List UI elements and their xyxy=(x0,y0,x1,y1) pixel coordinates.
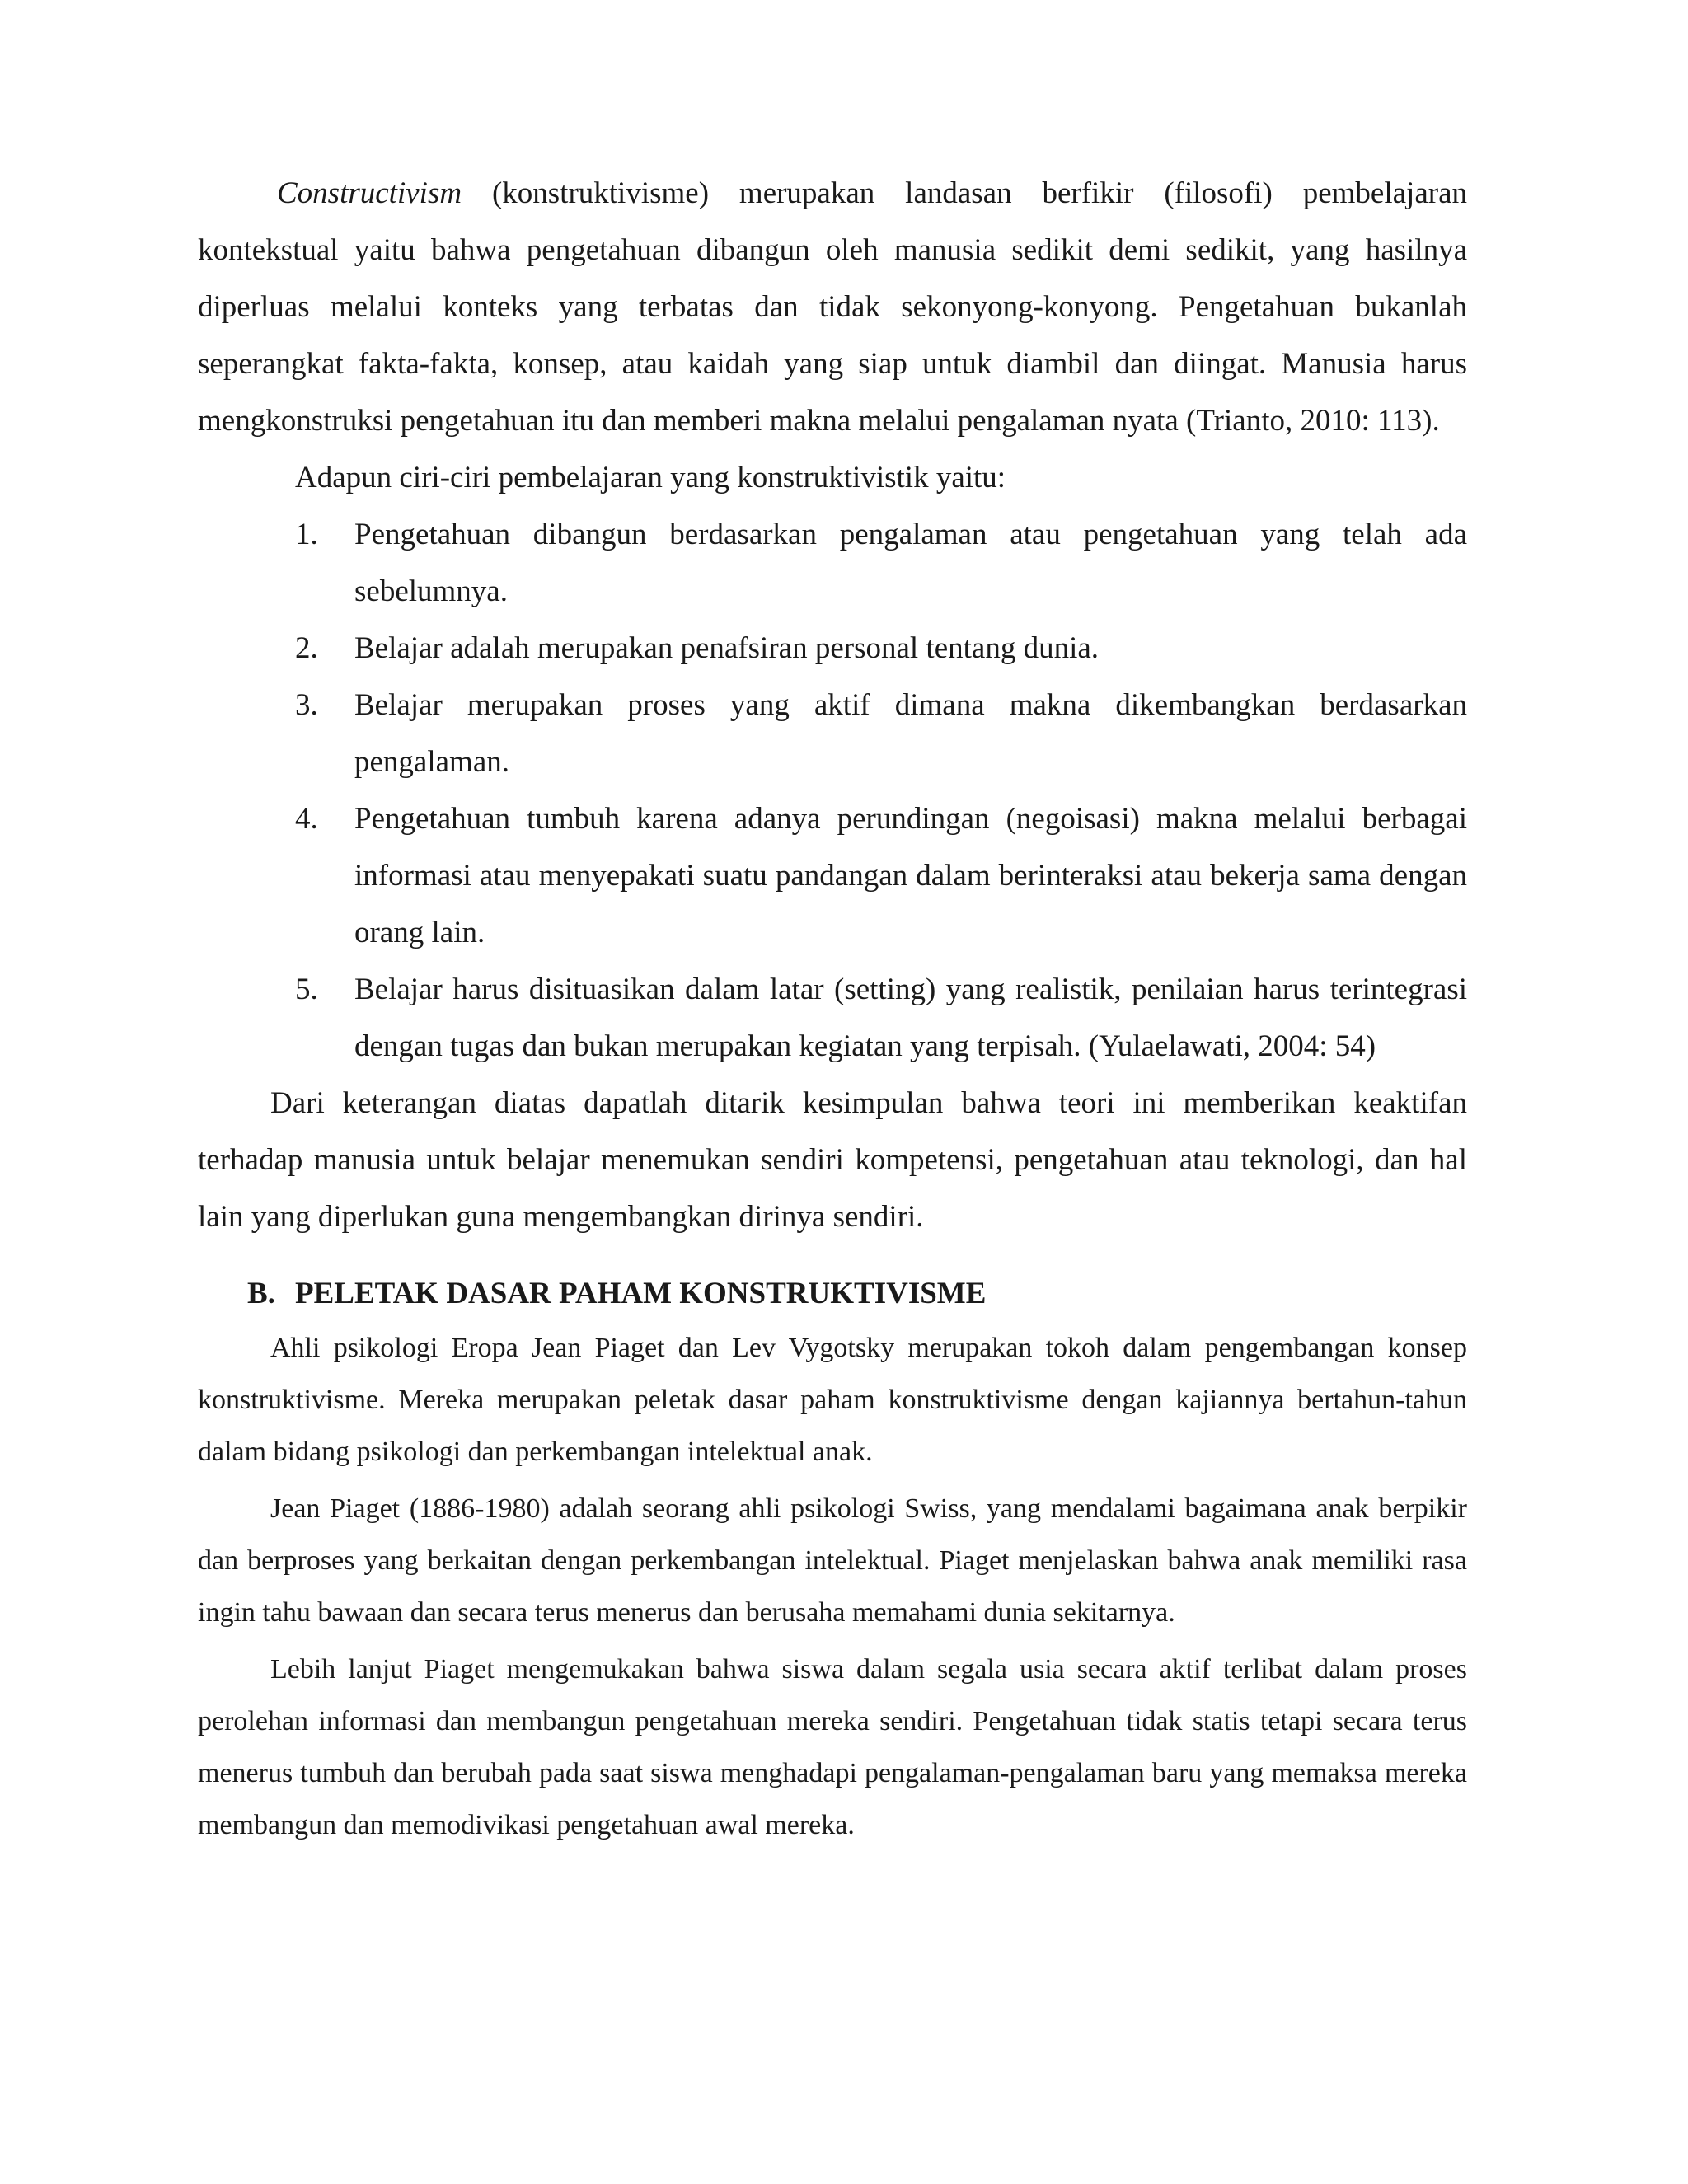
list-item-text: Belajar merupakan proses yang aktif dimana makna dikembangkan berdasarkan pengalaman. xyxy=(354,688,1467,779)
list-item-number: 2. xyxy=(295,631,318,665)
list-item-number: 1. xyxy=(295,518,318,551)
list-item-text: Belajar adalah merupakan penafsiran personal tentang dunia. xyxy=(354,631,1100,665)
list-item-text: Belajar harus disituasikan dalam latar (setting) yang realistik, penilaian harus terintegrasi dengan tugas dan bukan merupakan kegiatan yang terpisah. (Yulaelawati, 2004: 54) xyxy=(354,972,1467,1063)
section-b-paragraph: Jean Piaget (1886-1980) adalah seorang ahli psikologi Swiss, yang mendalami bagaimana anak berpikir dan berproses yang berkaitan dengan perkembangan intelektual. Piaget menjelaskan bahwa anak memiliki rasa ingin tahu bawaan dan secara terus menerus dan berusaha memahami dunia sekitarnya. xyxy=(198,1493,1467,1628)
document-body xyxy=(198,165,1467,1851)
intro-paragraph xyxy=(198,165,1467,449)
list-intro: Adapun ciri-ciri pembelajaran yang konstruktivistik yaitu: xyxy=(295,461,1006,494)
section-b-letter: B. xyxy=(247,1277,275,1310)
intro-paragraph-text: (konstruktivisme) merupakan landasan berfikir (filosofi) pembelajaran kontekstual yaitu bahwa pengetahuan dibangun oleh manusia sedikit demi sedikit, yang hasilnya diperluas melalui konteks yang terbatas dan tidak sekonyong-konyong. Pengetahuan bukanlah seperangkat fakta-fakta, konsep, atau kaidah yang siap untuk diambil dan diingat. Manusia harus mengkonstruksi pengetahuan itu dan memberi makna melalui pengalaman nyata (Trianto, 2010: 113). xyxy=(198,176,1467,438)
list-item-number: 4. xyxy=(295,802,318,836)
list-item-text: Pengetahuan dibangun berdasarkan pengalaman atau pengetahuan yang telah ada sebelumnya. xyxy=(354,518,1467,608)
section-b-paragraph: Lebih lanjut Piaget mengemukakan bahwa siswa dalam segala usia secara aktif terlibat dalam proses perolehan informasi dan membangun pengetahuan mereka sendiri. Pengetahuan tidak statis tetapi secara terus menerus tumbuh dan berubah pada saat siswa menghadapi pengalaman-pengalaman baru yang memaksa mereka membangun dan memodivikasi pengetahuan awal mereka. xyxy=(198,1654,1467,1840)
conclusion-paragraph: Dari keterangan diatas dapatlah ditarik kesimpulan bahwa teori ini memberikan keaktifan terhadap manusia untuk belajar menemukan sendiri kompetensi, pengetahuan atau teknologi, dan hal lain yang diperlukan guna mengembangkan dirinya sendiri. xyxy=(198,1086,1467,1234)
intro-italic-term: Constructivism xyxy=(277,176,462,210)
list-item xyxy=(198,790,1467,961)
list-item xyxy=(198,620,1467,677)
list-item-number: 3. xyxy=(295,688,318,722)
section-b-title: PELETAK DASAR PAHAM KONSTRUKTIVISME xyxy=(295,1277,987,1310)
section-b-heading xyxy=(198,1265,1467,1322)
list-item-text: Pengetahuan tumbuh karena adanya perundingan (negoisasi) makna melalui berbagai informasi atau menyepakati suatu pandangan dalam berinteraksi atau bekerja sama dengan orang lain. xyxy=(354,802,1467,949)
section-b-paragraph: Ahli psikologi Eropa Jean Piaget dan Lev Vygotsky merupakan tokoh dalam pengembangan konsep konstruktivisme. Mereka merupakan peletak dasar paham konstruktivisme dengan kajiannya bertahun-tahun dalam bidang psikologi dan perkembangan intelektual anak. xyxy=(198,1333,1467,1467)
list-item-number: 5. xyxy=(295,972,318,1006)
list-item xyxy=(198,506,1467,620)
list-item xyxy=(198,961,1467,1075)
characteristics-list xyxy=(198,506,1467,1075)
list-item xyxy=(198,677,1467,790)
